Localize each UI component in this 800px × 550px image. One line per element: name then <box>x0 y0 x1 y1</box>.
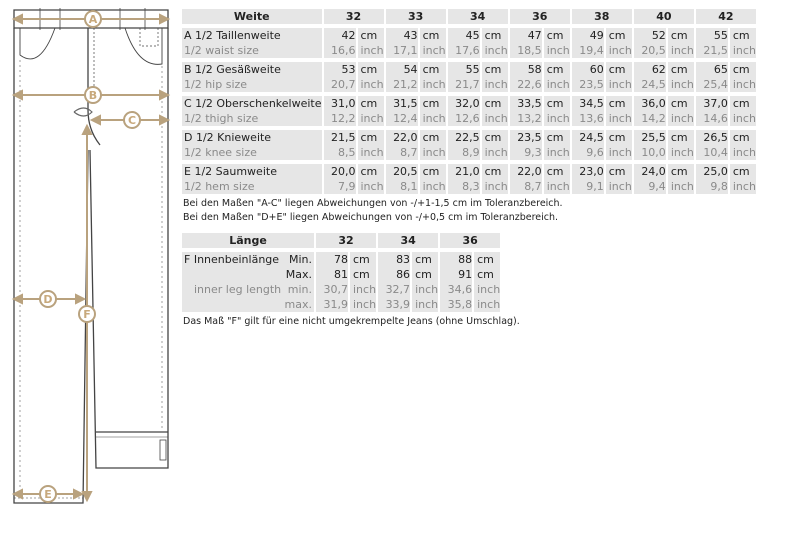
cm-value: 65 <box>696 62 730 77</box>
cm-unit: cm <box>420 96 448 111</box>
length-unit: cm <box>412 252 440 267</box>
cm-value: 31,0 <box>324 96 358 111</box>
cm-unit: cm <box>730 164 758 179</box>
length-unit: inch <box>350 297 378 312</box>
inch-unit: inch <box>606 111 634 126</box>
cm-unit: cm <box>544 130 572 145</box>
size-header-row <box>182 9 758 24</box>
inch-value: 25,4 <box>696 77 730 92</box>
cm-value: 25,5 <box>634 130 668 145</box>
inch-value: 21,7 <box>448 77 482 92</box>
size-header-40: 40 <box>634 9 696 24</box>
inch-unit: inch <box>606 179 634 194</box>
inch-value: 17,6 <box>448 43 482 58</box>
cm-value: 21,5 <box>324 130 358 145</box>
tolerance-note-a-c: Bei den Maßen "A-C" liegen Abweichungen von -/+1-1,5 cm im Toleranzbereich. <box>183 198 563 209</box>
length-value: 30,7 <box>316 282 350 297</box>
inch-unit: inch <box>668 111 696 126</box>
inch-value: 8,7 <box>386 145 420 160</box>
length-unit: cm <box>474 252 502 267</box>
cm-value: 55 <box>448 62 482 77</box>
measure-label: E 1/2 Saumweite <box>182 164 324 179</box>
length-value: 31,9 <box>316 297 350 312</box>
inch-value: 22,6 <box>510 77 544 92</box>
cm-value: 20,5 <box>386 164 420 179</box>
inch-value: 12,4 <box>386 111 420 126</box>
inch-unit: inch <box>668 145 696 160</box>
cm-value: 31,5 <box>386 96 420 111</box>
cm-value: 62 <box>634 62 668 77</box>
measure-row-cm <box>182 96 758 111</box>
inch-value: 7,9 <box>324 179 358 194</box>
cm-unit: cm <box>606 28 634 43</box>
inch-unit: inch <box>730 43 758 58</box>
cm-value: 47 <box>510 28 544 43</box>
measure-label: A 1/2 Taillenweite <box>182 28 324 43</box>
inch-unit: inch <box>606 77 634 92</box>
inch-value: 20,7 <box>324 77 358 92</box>
cm-value: 24,5 <box>572 130 606 145</box>
inch-unit: inch <box>730 77 758 92</box>
measure-row-cm <box>182 130 758 145</box>
measure-sublabel: 1/2 knee size <box>182 145 324 160</box>
inch-value: 10,4 <box>696 145 730 160</box>
measure-row-inch <box>182 179 758 194</box>
cm-unit: cm <box>606 164 634 179</box>
inch-value: 8,3 <box>448 179 482 194</box>
marker-c: C <box>127 114 137 127</box>
inch-unit: inch <box>358 111 386 126</box>
measure-label: C 1/2 Oberschenkelweite <box>184 97 322 110</box>
size-header-36: 36 <box>510 9 572 24</box>
inch-unit: inch <box>606 145 634 160</box>
length-unit: cm <box>474 267 502 282</box>
inch-value: 9,6 <box>572 145 606 160</box>
cm-unit: cm <box>544 28 572 43</box>
cm-unit: cm <box>668 28 696 43</box>
length-size-table <box>182 233 502 312</box>
inch-unit: inch <box>606 43 634 58</box>
cm-unit: cm <box>358 96 386 111</box>
cm-value: 20,0 <box>324 164 358 179</box>
inch-unit: inch <box>668 77 696 92</box>
marker-d: D <box>43 293 53 306</box>
inch-unit: inch <box>420 179 448 194</box>
inch-unit: inch <box>482 77 510 92</box>
cm-value: 34,5 <box>572 96 606 111</box>
cm-value: 24,0 <box>634 164 668 179</box>
cm-value: 37,0 <box>696 96 730 111</box>
cm-unit: cm <box>668 62 696 77</box>
length-tag: Min. <box>288 253 312 266</box>
inch-unit: inch <box>544 179 572 194</box>
inch-unit: inch <box>358 145 386 160</box>
cm-unit: cm <box>544 164 572 179</box>
measure-row-cm <box>182 164 758 179</box>
inch-unit: inch <box>668 179 696 194</box>
length-value: 91 <box>440 267 474 282</box>
measure-row-inch <box>182 111 758 126</box>
measure-row-inch <box>182 43 758 58</box>
size-header-34: 34 <box>448 9 510 24</box>
cm-value: 54 <box>386 62 420 77</box>
length-size-header-32: 32 <box>316 233 378 248</box>
measure-sublabel: 1/2 waist size <box>182 43 324 58</box>
inch-value: 8,5 <box>324 145 358 160</box>
cm-unit: cm <box>606 62 634 77</box>
inch-unit: inch <box>420 43 448 58</box>
inch-unit: inch <box>544 111 572 126</box>
inch-value: 12,2 <box>324 111 358 126</box>
cm-unit: cm <box>482 130 510 145</box>
inch-value: 8,9 <box>448 145 482 160</box>
length-unit: cm <box>412 267 440 282</box>
measure-label: D 1/2 Knieweite <box>182 130 324 145</box>
length-value: 35,8 <box>440 297 474 312</box>
cm-value: 49 <box>572 28 606 43</box>
inch-unit: inch <box>730 145 758 160</box>
inch-value: 9,3 <box>510 145 544 160</box>
cm-unit: cm <box>482 164 510 179</box>
cm-unit: cm <box>730 28 758 43</box>
inch-value: 21,2 <box>386 77 420 92</box>
width-size-table <box>182 9 758 194</box>
inch-value: 8,1 <box>386 179 420 194</box>
inch-unit: inch <box>730 179 758 194</box>
cm-value: 53 <box>324 62 358 77</box>
cm-value: 22,5 <box>448 130 482 145</box>
cm-value: 26,5 <box>696 130 730 145</box>
inch-value: 9,8 <box>696 179 730 194</box>
inch-value: 13,2 <box>510 111 544 126</box>
cm-value: 55 <box>696 28 730 43</box>
inch-unit: inch <box>420 77 448 92</box>
inch-value: 23,5 <box>572 77 606 92</box>
length-unit: inch <box>412 282 440 297</box>
length-label: F Innenbeinlänge <box>184 253 280 266</box>
measure-sublabel: 1/2 hip size <box>182 77 324 92</box>
measure-row-inch <box>182 145 758 160</box>
cm-unit: cm <box>606 96 634 111</box>
inch-unit: inch <box>482 111 510 126</box>
inch-unit: inch <box>544 145 572 160</box>
cm-unit: cm <box>668 164 696 179</box>
cm-unit: cm <box>606 130 634 145</box>
cm-unit: cm <box>482 62 510 77</box>
cm-unit: cm <box>668 130 696 145</box>
inch-value: 21,5 <box>696 43 730 58</box>
measure-sublabel: 1/2 hem size <box>182 179 324 194</box>
width-header-label: Weite <box>182 9 324 24</box>
length-size-header-34: 34 <box>378 233 440 248</box>
inch-value: 17,1 <box>386 43 420 58</box>
length-value: 81 <box>316 267 350 282</box>
length-sublabel: inner leg length <box>194 283 282 296</box>
length-row <box>182 252 502 267</box>
cm-value: 42 <box>324 28 358 43</box>
tolerance-note-d-e: Bei den Maßen "D+E" liegen Abweichungen von -/+0,5 cm im Toleranzbereich. <box>183 212 559 223</box>
cm-value: 25,0 <box>696 164 730 179</box>
length-label-cell <box>182 267 316 282</box>
inch-value: 20,5 <box>634 43 668 58</box>
inch-unit: inch <box>420 111 448 126</box>
cm-unit: cm <box>358 62 386 77</box>
marker-group <box>40 11 140 502</box>
measure-row-cm <box>182 28 758 43</box>
length-value: 83 <box>378 252 412 267</box>
cm-unit: cm <box>358 164 386 179</box>
cm-unit: cm <box>482 28 510 43</box>
inch-unit: inch <box>668 43 696 58</box>
length-unit: inch <box>474 297 502 312</box>
cm-value: 22,0 <box>386 130 420 145</box>
measure-row-cm <box>182 62 758 77</box>
size-header-42: 42 <box>696 9 758 24</box>
length-value: 33,9 <box>378 297 412 312</box>
cm-unit: cm <box>358 130 386 145</box>
cm-value: 22,0 <box>510 164 544 179</box>
inch-unit: inch <box>420 145 448 160</box>
length-tag: min. <box>287 283 312 296</box>
inch-value: 9,1 <box>572 179 606 194</box>
length-unit: inch <box>474 282 502 297</box>
jeans-diagram <box>0 0 180 520</box>
inch-value: 8,7 <box>510 179 544 194</box>
cm-value: 52 <box>634 28 668 43</box>
marker-b: B <box>88 89 98 102</box>
inch-unit: inch <box>358 179 386 194</box>
length-unit: cm <box>350 252 378 267</box>
cm-unit: cm <box>730 96 758 111</box>
length-value: 86 <box>378 267 412 282</box>
cm-value: 58 <box>510 62 544 77</box>
length-label-cell <box>182 252 316 267</box>
cm-value: 23,5 <box>510 130 544 145</box>
length-label-cell <box>182 297 316 312</box>
cm-unit: cm <box>544 96 572 111</box>
size-header-38: 38 <box>572 9 634 24</box>
size-header-32: 32 <box>324 9 386 24</box>
length-size-header-36: 36 <box>440 233 502 248</box>
cm-unit: cm <box>668 96 696 111</box>
measure-label: B 1/2 Gesäßweite <box>182 62 324 77</box>
cm-unit: cm <box>730 62 758 77</box>
inch-unit: inch <box>544 77 572 92</box>
cm-value: 21,0 <box>448 164 482 179</box>
cm-value: 36,0 <box>634 96 668 111</box>
length-value: 88 <box>440 252 474 267</box>
cm-unit: cm <box>420 164 448 179</box>
length-tag: max. <box>284 298 312 311</box>
cm-unit: cm <box>544 62 572 77</box>
inch-value: 19,4 <box>572 43 606 58</box>
size-header-33: 33 <box>386 9 448 24</box>
inch-unit: inch <box>730 111 758 126</box>
inch-value: 12,6 <box>448 111 482 126</box>
length-row <box>182 297 502 312</box>
length-header-row <box>182 233 502 248</box>
cm-value: 33,5 <box>510 96 544 111</box>
length-unit: cm <box>350 267 378 282</box>
marker-a: A <box>88 13 98 26</box>
cm-value: 60 <box>572 62 606 77</box>
length-footnote: Das Maß "F" gilt für eine nicht umgekrempelte Jeans (ohne Umschlag). <box>183 316 520 327</box>
inch-value: 9,4 <box>634 179 668 194</box>
length-header-label: Länge <box>182 233 316 248</box>
inch-unit: inch <box>482 145 510 160</box>
length-row <box>182 267 502 282</box>
length-tag: Max. <box>285 268 312 281</box>
inch-unit: inch <box>544 43 572 58</box>
inch-value: 24,5 <box>634 77 668 92</box>
cm-value: 23,0 <box>572 164 606 179</box>
length-value: 78 <box>316 252 350 267</box>
measure-sublabel: 1/2 thigh size <box>182 111 324 126</box>
measure-row-inch <box>182 77 758 92</box>
inch-unit: inch <box>482 179 510 194</box>
length-unit: inch <box>412 297 440 312</box>
length-label-cell <box>182 282 316 297</box>
marker-e: E <box>44 488 52 501</box>
cm-value: 32,0 <box>448 96 482 111</box>
cm-unit: cm <box>420 28 448 43</box>
length-unit: inch <box>350 282 378 297</box>
cm-value: 43 <box>386 28 420 43</box>
inch-value: 14,2 <box>634 111 668 126</box>
inch-value: 14,6 <box>696 111 730 126</box>
length-value: 34,6 <box>440 282 474 297</box>
crotch-point-icon <box>74 108 92 116</box>
inch-value: 13,6 <box>572 111 606 126</box>
inch-value: 16,6 <box>324 43 358 58</box>
inch-unit: inch <box>358 43 386 58</box>
inch-value: 10,0 <box>634 145 668 160</box>
marker-f: F <box>83 308 91 321</box>
cm-unit: cm <box>482 96 510 111</box>
inch-unit: inch <box>358 77 386 92</box>
cm-value: 45 <box>448 28 482 43</box>
inch-unit: inch <box>482 43 510 58</box>
length-row <box>182 282 502 297</box>
cm-unit: cm <box>420 130 448 145</box>
cm-unit: cm <box>358 28 386 43</box>
length-value: 32,7 <box>378 282 412 297</box>
jeans-outline <box>14 8 168 503</box>
inch-value: 18,5 <box>510 43 544 58</box>
cm-unit: cm <box>730 130 758 145</box>
cm-unit: cm <box>420 62 448 77</box>
